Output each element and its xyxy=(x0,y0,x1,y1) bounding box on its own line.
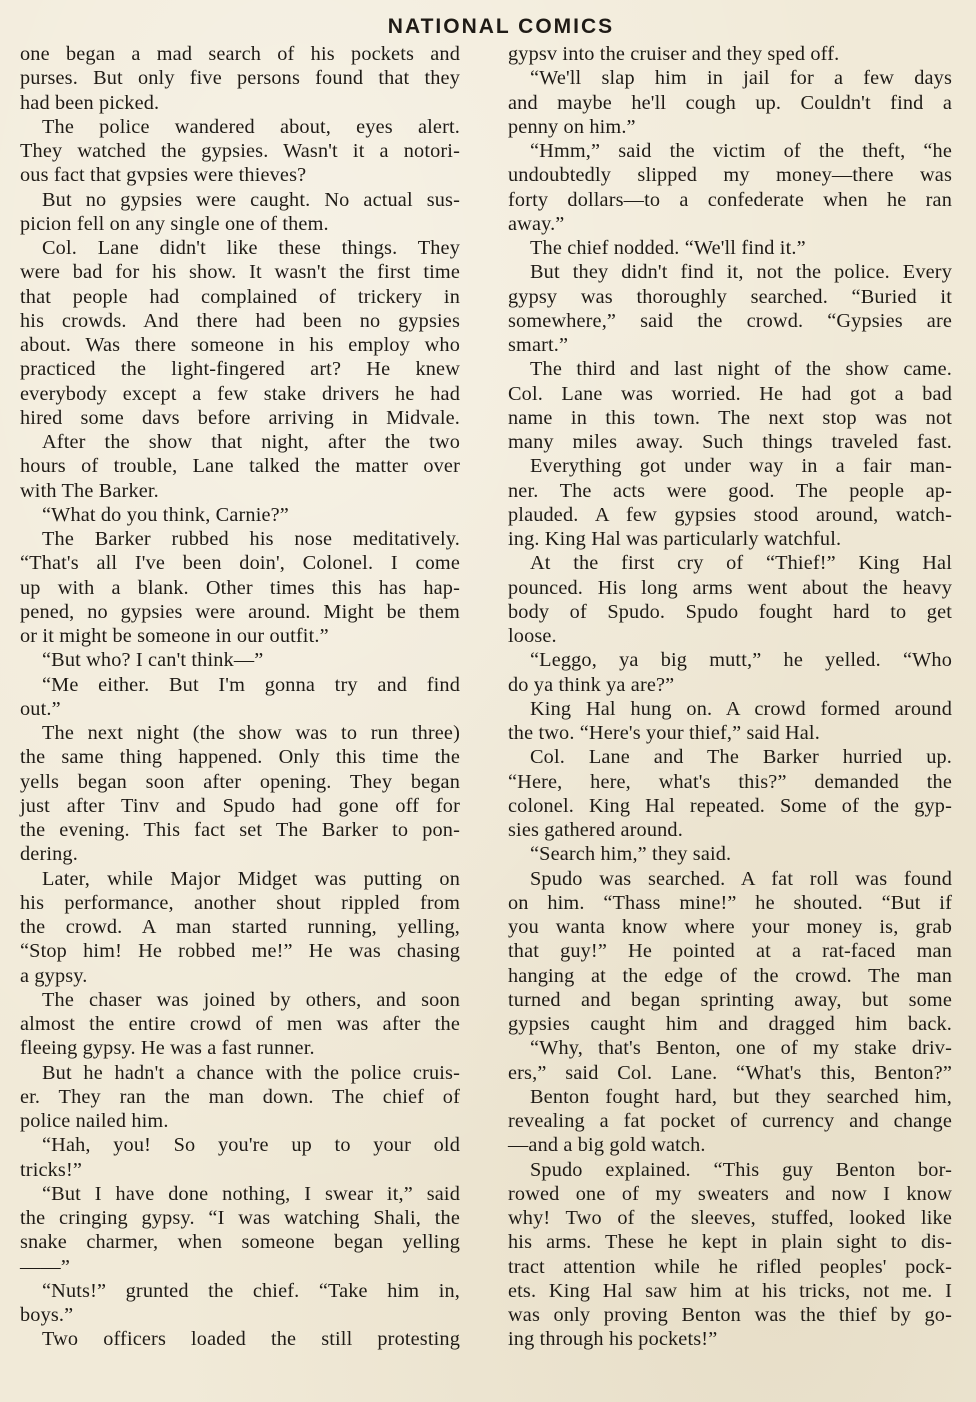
text-line: ous fact that gvpsies were thieves? xyxy=(20,164,307,187)
text-line: But he hadn't a chance with the police cruis- xyxy=(42,1061,460,1084)
text-line: Col. Lane was worried. He had got a bad xyxy=(508,382,952,405)
text-line: hired some davs before arriving in Midvale. xyxy=(20,406,460,429)
text-line: away.” xyxy=(508,212,565,235)
text-line: many miles away. Such things traveled fast. xyxy=(508,431,952,453)
text-line: out.” xyxy=(20,697,61,720)
text-line: up with a blank. Other times this has hap- xyxy=(20,576,460,599)
text-line: “Nuts!” grunted the chief. “Take him in, xyxy=(42,1279,460,1302)
text-line: yells began soon after opening. They began xyxy=(20,770,460,793)
text-line: almost the entire crowd of men was after the xyxy=(20,1013,460,1035)
text-line: were bad for his show. It wasn't the first time xyxy=(20,261,460,284)
text-line: “Here, here, what's this?” demanded the xyxy=(508,770,952,793)
text-line: why! Two of the sleeves, stuffed, looked like xyxy=(508,1207,952,1229)
text-line: After the show that night, after the two xyxy=(42,431,460,453)
text-line: ing through his pockets!” xyxy=(508,1328,718,1351)
text-line: sies gathered around. xyxy=(508,819,683,841)
text-line: gypsies caught him and dragged him back. xyxy=(508,1013,952,1035)
right-text-column xyxy=(508,42,952,1352)
text-line: name in this town. The next stop was not xyxy=(508,406,952,429)
text-line: had been picked. xyxy=(20,91,160,114)
text-line: ets. King Hal saw him at his tricks, not me. I xyxy=(508,1279,952,1302)
text-line: that guy!” He pointed at a rat-faced man xyxy=(508,940,952,963)
text-line: But no gypsies were caught. No actual sus- xyxy=(42,188,460,211)
text-line: Everything got under way in a fair man- xyxy=(530,455,952,478)
text-line: picion fell on any single one of them. xyxy=(20,212,329,235)
text-line: smart.” xyxy=(508,334,569,356)
text-line: plauded. A few gypsies stood around, watch- xyxy=(508,503,952,526)
text-line: “Search him,” they said. xyxy=(530,843,732,866)
text-line: The police wandered about, eyes alert. xyxy=(42,115,460,138)
text-line: or it might be someone in our outfit.” xyxy=(20,625,329,647)
text-line: Two officers loaded the still protesting xyxy=(42,1328,460,1351)
text-line: “Hah, you! So you're up to your old xyxy=(42,1134,460,1157)
text-line: Benton fought hard, but they searched him, xyxy=(530,1085,952,1108)
text-line: The next night (the show was to run three) xyxy=(42,722,460,744)
text-columns xyxy=(20,42,952,1352)
text-line: that people had complained of trickery in xyxy=(20,285,460,308)
text-line: Col. Lane didn't like these things. They xyxy=(42,237,460,259)
text-line: Spudo explained. “This guy Benton bor- xyxy=(530,1158,952,1181)
text-line: the two. “Here's your thief,” said Hal. xyxy=(508,722,820,744)
text-line: loose. xyxy=(508,625,557,647)
text-line: and maybe he'll cough up. Couldn't find a xyxy=(508,91,952,114)
text-line: “We'll slap him in jail for a few days xyxy=(530,67,952,90)
text-line: tract attention while he rifled peoples' pock- xyxy=(508,1255,952,1278)
text-line: “Why, that's Benton, one of my stake driv- xyxy=(530,1037,952,1060)
text-line: “Leggo, ya big mutt,” he yelled. “Who xyxy=(530,649,952,672)
text-line: “That's all I've been doin', Colonel. I come xyxy=(20,552,460,575)
text-line: “Me either. But I'm gonna try and find xyxy=(42,673,460,696)
text-line: do ya think ya are?” xyxy=(508,673,675,696)
text-line: The third and last night of the show came. xyxy=(530,358,952,381)
text-line: police nailed him. xyxy=(20,1110,169,1132)
text-line: “But who? I can't think—” xyxy=(42,649,264,672)
text-line: But they didn't find it, not the police. Every xyxy=(530,261,952,284)
text-line: tricks!” xyxy=(20,1158,83,1181)
text-line: colonel. King Hal repeated. Some of the gyp- xyxy=(508,794,952,817)
text-line: somewhere,” said the crowd. “Gypsies are xyxy=(508,309,952,332)
text-line: gypsy was thoroughly searched. “Buried it xyxy=(508,285,952,308)
text-line: “Stop him! He robbed me!” He was chasing xyxy=(20,940,460,963)
text-line: body of Spudo. Spudo fought hard to get xyxy=(508,600,952,623)
text-line: purses. But only five persons found that they xyxy=(20,67,460,90)
text-line: ner. The acts were good. The people ap- xyxy=(508,479,952,502)
text-line: the cringing gypsy. “I was watching Shali, the xyxy=(20,1207,460,1229)
text-line: the same thing happened. Only this time the xyxy=(20,746,460,769)
text-line: King Hal hung on. A crowd formed around xyxy=(530,697,952,720)
text-line: his arms. These he kept in plain sight to dis- xyxy=(508,1231,952,1254)
text-line: “Hmm,” said the victim of the theft, “he xyxy=(530,140,952,162)
text-line: you wanta know where your money is, grab xyxy=(508,916,952,938)
text-line: turned and began sprinting away, but some xyxy=(508,988,952,1011)
text-line: one began a mad search of his pockets and xyxy=(20,43,460,65)
text-line: a gypsy. xyxy=(20,964,88,987)
text-line: dering. xyxy=(20,843,78,866)
text-line: just after Tinv and Spudo had gone off for xyxy=(20,794,460,817)
text-line: hours of trouble, Lane talked the matter over xyxy=(20,455,460,478)
text-line: about. Was there someone in his employ who xyxy=(20,334,460,356)
text-line: on him. “Thass mine!” he shouted. “But if xyxy=(508,891,952,914)
text-line: The Barker rubbed his nose meditatively. xyxy=(42,528,460,550)
text-line: ers,” said Col. Lane. “What's this, Benton?” xyxy=(508,1061,952,1084)
text-line: everybody except a few stake drivers he had xyxy=(20,382,460,405)
text-line: gypsv into the cruiser and they sped off. xyxy=(508,43,840,65)
text-line: Spudo was searched. A fat roll was found xyxy=(530,867,952,890)
text-line: pounced. His long arms went about the heavy xyxy=(508,576,952,599)
text-line: rowed one of my sweaters and now I know xyxy=(508,1182,952,1205)
text-line: undoubtedly slipped my money—there was xyxy=(508,164,952,187)
left-text-column xyxy=(20,42,460,1352)
text-line: The chaser was joined by others, and soon xyxy=(42,988,460,1011)
text-line: er. They ran the man down. The chief of xyxy=(20,1085,460,1108)
text-line: “What do you think, Carnie?” xyxy=(42,503,289,526)
text-line: his performance, another shout rippled from xyxy=(20,891,460,914)
text-line: Col. Lane and The Barker hurried up. xyxy=(530,746,952,769)
text-line: his crowds. And there had been no gypsies xyxy=(20,309,460,332)
text-line: hanging at the edge of the crowd. The man xyxy=(508,964,952,987)
text-line: pened, no gypsies were around. Might be them xyxy=(20,600,460,623)
text-line: ——” xyxy=(20,1255,71,1278)
text-line: At the first cry of “Thief!” King Hal xyxy=(530,552,952,575)
text-line: penny on him.” xyxy=(508,115,636,138)
text-line: The chief nodded. “We'll find it.” xyxy=(530,237,806,259)
text-line: ing. King Hal was particularly watchful. xyxy=(508,528,842,550)
text-line: with The Barker. xyxy=(20,479,159,502)
text-line: fleeing gypsy. He was a fast runner. xyxy=(20,1037,315,1060)
text-line: forty dollars—to a confederate when he ran xyxy=(508,188,952,211)
text-line: practiced the light-fingered art? He knew xyxy=(20,358,460,381)
text-line: Later, while Major Midget was putting on xyxy=(42,867,460,890)
page-header-title: NATIONAL COMICS xyxy=(387,15,615,38)
text-line: was only proving Benton was the thief by go- xyxy=(508,1304,952,1326)
text-line: —and a big gold watch. xyxy=(508,1134,706,1157)
text-line: boys.” xyxy=(20,1304,74,1326)
text-line: the crowd. A man started running, yelling, xyxy=(20,916,460,938)
text-line: the evening. This fact set The Barker to pon- xyxy=(20,819,460,841)
text-line: snake charmer, when someone began yelling xyxy=(20,1231,460,1254)
text-line: “But I have done nothing, I swear it,” said xyxy=(42,1182,460,1205)
text-line: revealing a fat pocket of currency and change xyxy=(508,1110,952,1132)
text-line: They watched the gypsies. Wasn't it a notori- xyxy=(20,140,460,162)
